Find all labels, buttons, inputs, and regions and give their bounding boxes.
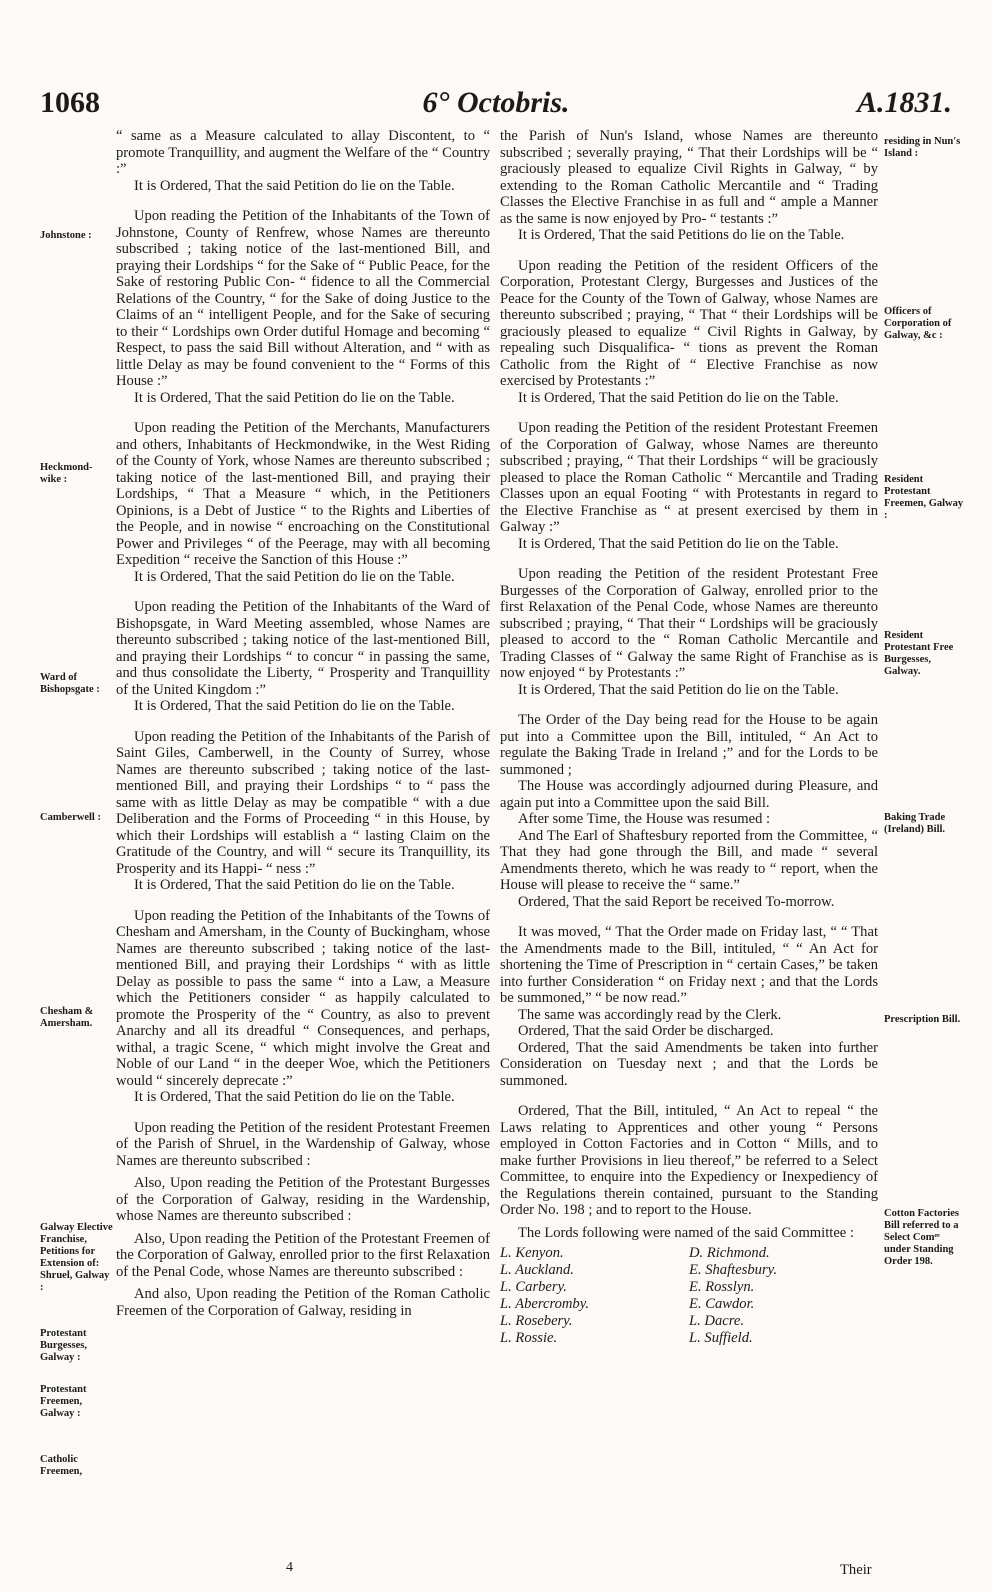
margin-note-prescription: Prescription Bill. [884, 1014, 961, 1025]
paragraph: Upon reading the Petition of the resident Protestant Freemen of the Parish of Shruel, in the Wardenship of Galway, whose Names are thereunto subscribed : [116, 1119, 490, 1169]
order-line: It is Ordered, That the said Petition do lie on the Table. [518, 535, 839, 552]
lord-name: E. Cawdor. [689, 1296, 755, 1312]
paragraph: After some Time, the House was resumed : [518, 811, 771, 827]
catchword: Their [840, 1562, 872, 1578]
lord-name: D. Richmond. [689, 1245, 770, 1261]
margin-note-resident-free-burgesses: Resident Protestant Free Burgesses, Galway. [884, 630, 954, 677]
lord-name: L. Dacre. [689, 1313, 744, 1329]
margin-note-protestant-burgesses: Protestant Burgesses, Galway : [40, 1328, 87, 1363]
lords-list-left [500, 1245, 689, 1347]
paragraph: Ordered, That the Bill, intituled, “ An Act to repeal “ the Laws relating to Apprentices and other young “ Persons employed in Cotton Factories and in Cotton “ Mills, and to make further Provisions in lieu thereof,” be referred to a Select Committee, to enquire into the Expediency or Inexpediency of the Regulations therein contained, pursuant to the Standing Order No. 198 ; and to report to the House. [500, 1103, 878, 1218]
lord-name: L. Rosebery. [500, 1313, 573, 1329]
paragraph: Upon reading the Petition of the Merchants, Manufacturers and others, Inhabitants of Heckmondwike, in the West Riding of the County of York, whose Names are thereunto subscribed ; taking notice of the last-mentioned Bill, and praying their Lordships, “ That a Measure “ which, in the Petitioners Opinions, is a Debt of Justice “ to the Rights and Liberties of the People, and in nowise “ encroaching on the Constitutional Power and Privileges “ of the Peerage, may with all becoming Expedition “ receive the Sanction of this House :” [116, 420, 490, 568]
order-line: Ordered, That the said Amendments be taken into further Consideration on Tuesday next ; and that the Lords be summoned. [500, 1039, 878, 1089]
margin-note-heckmondwike: Heckmond- wike : [40, 462, 93, 485]
paragraph: “ same as a Measure calculated to allay Discontent, to “ promote Tranquillity, and augment the Welfare of the “ Country :” [116, 128, 490, 177]
page-number: 1068 [40, 86, 100, 119]
paragraph: the Parish of Nun's Island, whose Names are thereunto subscribed ; severally praying, “ That their Lordships will be “ graciously pleased to equalize Civil Rights in Galway, “ by extending to the Roman Catholic Mercantile and “ Trading Classes the Elective Franchise in as full and “ ample a Manner as the same is now enjoyed by Pro- “ testants :” [500, 128, 878, 227]
paragraph: Upon reading the Petition of the resident Officers of the Corporation, Protestant Clergy, Burgesses and Justices of the Peace for the County of the Town of Galway, whose Names are thereunto subscribed ; praying, “ That “ their Lordships will be graciously pleased to equalize “ Civil Rights in Galway, by repealing such Disqualifica- “ tions as prevent the Roman Catholic from the Right of “ Elective Franchise as now exercised by Protestants :” [500, 257, 878, 389]
paragraph: Upon reading the Petition of the resident Protestant Freemen of the Corporation of Galway, whose Names are thereunto subscribed ; praying, “ That their Lordships “ will be graciously pleased to place the Roman Catholic “ Mercantile and Trading Classes upon an equal Footing “ with Protestants in regard to the Elective Franchise as “ at present exercised by them in Galway :” [500, 420, 878, 535]
paragraph: Upon reading the Petition of the Inhabitants of the Towns of Chesham and Amersham, in the County of Buckingham, whose Names are thereunto subscribed ; taking notice of the last-mentioned Bill, and praying their Lordships “ with as little Delay as possible to pass the same “ into a Law, a Measure which the Petitioners consider “ as happily calculated to promote the Prosperity of the “ Country, as also to prevent Anarchy and all its dreadful “ Consequences, and perhaps, withal, a tragic Scene, “ which might involve the Great and Noble of our Land “ in the deeper Woe, which the Petitioners would “ sincerely deprecate :” [116, 907, 490, 1089]
paragraph: Also, Upon reading the Petition of the Protestant Freemen of the Corporation of Galway, enrolled prior to the first Relaxation of the Penal Code, whose Names are thereunto subscribed : [116, 1230, 490, 1280]
lord-name: E. Rosslyn. [689, 1279, 755, 1295]
lord-name: L. Auckland. [500, 1262, 574, 1278]
page-year: A.1831. [856, 86, 952, 119]
lords-list-right [689, 1245, 878, 1347]
order-line: It is Ordered, That the said Petition do lie on the Table. [134, 568, 455, 585]
order-line: It is Ordered, That the said Petition do lie on the Table. [134, 177, 455, 194]
margin-note-cotton: Cotton Factories Bill referred to a Select Comᵉᵉ under Standing Order 198. [884, 1208, 959, 1267]
order-line: It is Ordered, That the said Petition do lie on the Table. [518, 389, 839, 406]
paragraph: The same was accordingly read by the Clerk. [518, 1006, 782, 1023]
margin-note-camberwell: Camberwell : [40, 812, 101, 823]
order-line: It is Ordered, That the said Petition do lie on the Table. [134, 1089, 455, 1105]
paragraph: And The Earl of Shaftesbury reported from the Committee, “ That they had gone through the Bill, and made “ several Amendments thereto, which he was ready to “ report, when the House will please to receive the “ same.” [500, 827, 878, 893]
page-title: 6° Octobris. [422, 86, 570, 119]
order-line: It is Ordered, That the said Petition do lie on the Table. [134, 877, 455, 893]
margin-note-officers: Officers of Corporation of Galway, &c : [884, 306, 952, 341]
margin-note-nuns-island: residing in Nun's Island : [884, 136, 961, 159]
order-line: It is Ordered, That the said Petition do lie on the Table. [134, 389, 455, 406]
signature-mark: 4 [286, 1560, 293, 1575]
margin-note-catholic-freemen: Catholic Freemen, [40, 1454, 83, 1477]
right-column [500, 128, 878, 1347]
committee-lords [500, 1245, 878, 1347]
paragraph: The Order of the Day being read for the House to be again put into a Committee upon the Bill, intituled, “ An Act to regulate the Baking Trade in Ireland ;” and for the Lords to be summoned ; [500, 712, 878, 778]
margin-note-baking: Baking Trade (Ireland) Bill. [884, 812, 946, 835]
paragraph: Upon reading the Petition of the resident Protestant Free Burgesses of the Corporation of Galway, enrolled prior to the first Relaxation of the Penal Code, whose Names are thereunto subscribed ; praying, “ That their “ Lordships will be graciously pleased to accord to the “ Roman Catholic Mercantile and Trading Classes of “ Galway the same Right of Franchise as is now enjoyed “ by Protestants :” [500, 566, 878, 681]
order-line: It is Ordered, That the said Petition do lie on the Table. [518, 681, 839, 698]
lord-name: L. Rossie. [500, 1330, 558, 1346]
order-line: It is Ordered, That the said Petitions do lie on the Table. [518, 227, 845, 243]
lord-name: L. Kenyon. [500, 1245, 564, 1261]
order-line: Ordered, That the said Report be received To-morrow. [518, 893, 835, 910]
paragraph: Also, Upon reading the Petition of the Protestant Burgesses of the Corporation of Galway, residing in the Wardenship, whose Names are thereunto subscribed : [116, 1175, 490, 1224]
paragraph: Upon reading the Petition of the Inhabitants of the Ward of Bishopsgate, in Ward Meeting assembled, whose Names are thereunto subscribed ; taking notice of the last-mentioned Bill, and praying their Lordships “ to concur “ in passing the same, and thus consolidate the Liberty, “ Prosperity and Tranquillity of the United Kingdom :” [116, 599, 490, 698]
margin-note-galway-elective: Galway Elective Franchise, Petitions for Extension of: Shruel, Galway : [40, 1222, 113, 1293]
page-header [40, 86, 952, 120]
lord-name: E. Shaftesbury. [689, 1262, 777, 1278]
paragraph: The House was accordingly adjourned during Pleasure, and again put into a Committee upon the said Bill. [500, 778, 878, 811]
paragraph: Upon reading the Petition of the Inhabitants of the Town of Johnstone, County of Renfrew, whose Names are thereunto subscribed ; taking notice of the last-mentioned Bill, and praying their Lordships “ for the Sake of “ Public Peace, for the Sake of restoring Public Con- “ fidence to all the Commercial Relations of the Country, “ for the Sake of doing Justice to the Claims of an “ intelligent People, and for the Sake of securing to their “ Lordships own Order dutiful Homage and becoming “ Respect, to pass the said Bill without Alteration, and “ with as little Delay as may be found convenient to the “ Forms of this House :” [116, 208, 490, 389]
order-line: It is Ordered, That the said Petition do lie on the Table. [134, 698, 455, 714]
order-line: Ordered, That the said Order be discharged. [518, 1023, 774, 1039]
paragraph: The Lords following were named of the said Committee : [518, 1224, 854, 1241]
left-column [116, 128, 490, 1319]
paragraph: Upon reading the Petition of the Inhabitants of the Parish of Saint Giles, Camberwell, in the County of Surrey, whose Names are thereunto subscribed ; taking notice of the last-mentioned Bill, and praying their Lordships “ to “ pass the same with as little Delay as may be compatible “ with a due Deliberation and the Forms of Proceeding “ in this House, by which their Lordships will establish a “ lasting Claim on the Gratitude of the Country, and will “ secure its Tranquillity, its Prosperity and its Happi- “ ness :” [116, 728, 490, 877]
margin-note-johnstone: Johnstone : [40, 230, 92, 241]
lord-name: L. Suffield. [689, 1330, 753, 1346]
lord-name: L. Carbery. [500, 1279, 567, 1295]
margin-note-bishopsgate: Ward of Bishopsgate : [40, 672, 100, 695]
paragraph: It was moved, “ That the Order made on Friday last, “ “ That the Amendments made to the Bill, intituled, “ “ An Act for shortening the Time of Prescription in “ certain Cases,” be taken into further Consideration “ on Friday next ; and that the Lords be summoned,” “ be now read.” [500, 924, 878, 1006]
margin-note-chesham: Chesham & Amersham. [40, 1006, 94, 1029]
lord-name: L. Abercromby. [500, 1296, 590, 1312]
paragraph: And also, Upon reading the Petition of the Roman Catholic Freemen of the Corporation of Galway, residing in [116, 1286, 490, 1319]
margin-note-protestant-freemen: Protestant Freemen, Galway : [40, 1384, 87, 1419]
margin-note-resident-freemen: Resident Protestant Freemen, Galway : [884, 474, 964, 521]
